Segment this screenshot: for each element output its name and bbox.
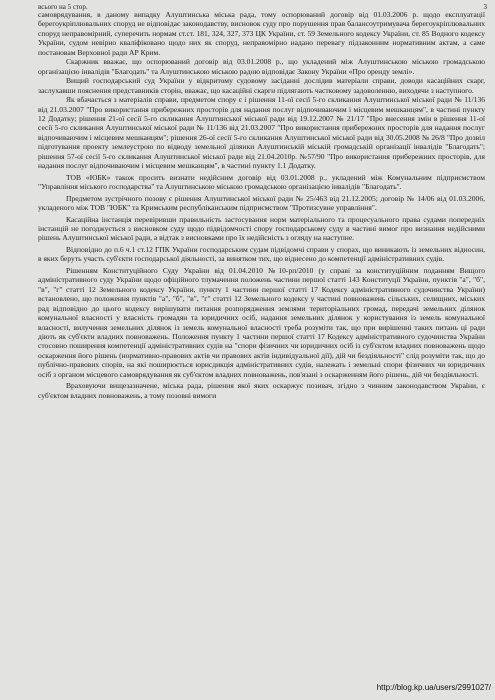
paragraph: Враховуючи вищезазначене, міська рада, рішення якої яких оскаржує позивач, згідно з чинним законодавством України, є суб'єктом владних повноважень, а тому позовні вимоги: [38, 381, 485, 400]
paragraph: Предметом зустрічного позову є рішення Алуштинської міської ради № 25/463 від 21.12.2005; договір № 14/06 від 01.03.2006, укладеного між ТОВ "ЮБК" та Кримським республіканським підприємством "Протизсувне управління".: [38, 193, 485, 213]
document-body: [38, 10, 485, 400]
paragraph: Відповідно до п.6 ч.1 ст.12 ГПК України господарським судам підвідомчі справи у спорах, що виникають із земельних відносин, в яких беруть участь суб'єкти господарської діяльності, за винятком тих, що віднесено до компетенції адміністративних судів.: [38, 244, 485, 264]
paragraph: Вищий господарський суд України у відкритому судовому засіданні дослідив матеріали справи, доводи касаційних скарг, заслухавши пояснення представників сторін, вважає, що касаційні скарги підлягають частковому задоволенню, виходячи з наступного.: [38, 76, 485, 95]
watermark-url: http://blog.kp.ua/users/2991027/: [376, 683, 491, 692]
header-left-text: всього на 5 стор.: [38, 3, 88, 11]
page-number: 3: [483, 3, 487, 11]
paragraph: Як вбачається з матеріалів справи, предметом спору є і рішення 11-ої сесії 5-го скликання Алуштинської міської ради № 11/136 від 21.03.2007 "Про використання прибережних просторів для надання послуг відпочиваючим і місцевим мешканцям", в частині пункту 12 Додатку; рішення 21-ої сесії 5-го скликання Алуштинської міської ради від 19.12.2007 № 21/17 "Про внесення змін в рішення 11-ої сесії 5-го скликання Алуштинської міської ради № 11/136 від 21.03.2007 "Про використання прибережних просторів для надання послуг відпочиваючим і місцевим мешканцям"; рішення 26-ої сесії 5-го скликання Алуштинської міської ради від 30.05.2008 № 26/8 "Про дозвіл підготування проекту землеустрою по відводу земельної ділянки Алуштинській міській громадській організації інвалідів "Благодать"; рішення 57-ої сесії 5-го скликання Алуштинської міської ради від 21.04.2010р. №57/90 "Про використання прибережних просторів, для надання послуг відпочиваючим і місцевим мешканцям", в частині пункту 1.1 Додатку.: [38, 95, 485, 171]
paragraph: самоврядування, в даному випадку Алуштинська міська рада, тому оспорюваний договір від 01.03.2006 р. щодо експлуатації берегоукріплювальних споруд не відповідає законодавству, висновок суду про порушення прав балансоутримувача берегоукріплювальних споруд неправомірний, суперечить нормам ст.ст. 181, 324, 327, 373 ЦК України, ст. 59 Земельного кодексу України, ст. 85 Водного кодексу України, судом невірно кваліфіковано щодо них як споруд, неправомірно надано перевагу підзаконним нормативним актам, а саме постановам Верховної ради АР Крим.: [38, 10, 485, 57]
paragraph: ТОВ «ЮБК» також просить визнати недійсним договір від 03.01.2008 р., укладений між Комунальним підприємством "Управління міського господарства" та Алуштинською міською громадською організацією інвалідів "Благодать".: [38, 172, 485, 192]
paragraph: Касаційна інстанція перевіривши правильність застосування норм матеріального та процесуального права судами попередніх інстанцій не погоджується з висновком суду щодо підвідомчості спору господарському суду в частині вимог про визнання недійсними рішень Алуштинської міської ради, а відтак з висновками про їх недійсність з огляду на наступне.: [38, 214, 485, 243]
paragraph: Скаржник вважає, що оспорюваний договір від 03.01.2008 р., що укладений між Алуштинською міською громадською організацією інвалідів "Благодать" та Алуштинською міською радою відповідає Закону України «Про оренду землі».: [38, 57, 485, 76]
paragraph: Рішенням Конституційного Суду України від 01.04.2010 №10-рп/2010 (у справі за конституційним поданням Вищого адміністративного суду України щодо офіційного тлумачення положень частини першої статті 143 Конституції України, пунктів "а", "б", "в", "г" статті 12 Земельного кодексу України, пункту 1 частини першої статті 17 Кодексу адміністративного судочинства України) встановлено, що положення пунктів "а", "б", "в", "г" статті 12 Земельного кодексу у частині повноважень сільських, селищних, міських рад відповідно до цього кодексу вирішувати питання розпорядження землями територіальних громад, передачі земельних ділянок комунальної власності у власність громадян та юридичних осіб, надання земельних ділянок у користування із земель комунальної власності, вилучення земельних ділянок із земель комунальної власності треба розуміти так, що при вирішенні таких питань ці ради діють як суб'єкти владних повноважень. Положення пункту 1 частини першої статті 17 Кодексу адміністративного судочинства України стосовно поширення компетенції адміністративних судів на "спори фізичних чи юридичних осіб із суб'єктом владних повноважень щодо оскарження його рішень (нормативно-правових актів чи правових актів індивідуальної дії), дій чи бездіяльності" слід розуміти так, що до публічно-правових спорів, на які поширюється юрисдикція адміністративних судів, належать і земельні спори фізичних чи юридичних осіб з органом місцевого самоврядування як суб'єктом владних повноважень, пов'язані з оскарженням його рішень, дій чи бездіяльності.: [38, 265, 485, 379]
